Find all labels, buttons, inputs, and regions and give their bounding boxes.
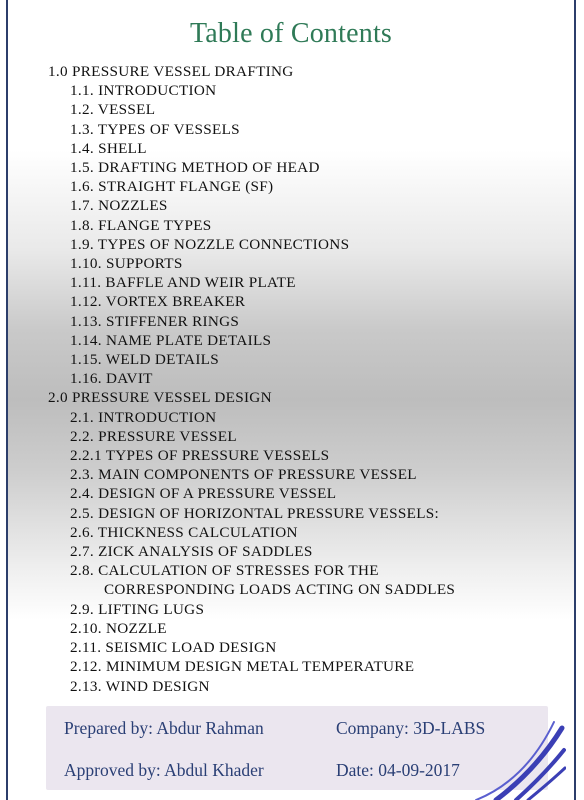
- table-of-contents: [48, 62, 455, 696]
- toc-entry: 1.4. SHELL: [70, 139, 147, 157]
- toc-section-heading: 1.0 PRESSURE VESSEL DRAFTING: [48, 63, 294, 80]
- toc-entry: 1.9. TYPES OF NOZZLE CONNECTIONS: [70, 235, 350, 253]
- toc-entry: 2.9. LIFTING LUGS: [70, 600, 205, 618]
- toc-entry: 2.11. SEISMIC LOAD DESIGN: [70, 639, 277, 657]
- toc-entry: 1.11. BAFFLE AND WEIR PLATE: [70, 274, 296, 292]
- toc-entry: 1.14. NAME PLATE DETAILS: [70, 331, 272, 349]
- toc-entry: 1.16. DAVIT: [70, 370, 153, 388]
- toc-entry: 1.1. INTRODUCTION: [70, 82, 217, 100]
- toc-entry: 2.13. WIND DESIGN: [70, 677, 210, 695]
- toc-entry: 1.10. SUPPORTS: [70, 255, 183, 273]
- page-title: Table of Contents: [189, 18, 393, 49]
- toc-entry: 1.13. STIFFENER RINGS: [70, 312, 240, 330]
- toc-entry: 2.2.1 TYPES OF PRESSURE VESSELS: [70, 447, 330, 465]
- toc-entry: 2.12. MINIMUM DESIGN METAL TEMPERATURE: [70, 658, 415, 676]
- toc-entry: 2.8. CALCULATION OF STRESSES FOR THE: [70, 562, 379, 580]
- date: Date: 04-09-2017: [336, 760, 460, 780]
- toc-entry: 2.5. DESIGN OF HORIZONTAL PRESSURE VESSELS:: [70, 504, 440, 522]
- approved-by: Approved by: Abdul Khader: [64, 760, 264, 780]
- toc-entry: 2.7. ZICK ANALYSIS OF SADDLES: [70, 543, 313, 561]
- toc-entry: 1.15. WELD DETAILS: [70, 351, 220, 369]
- prepared-by: Prepared by: Abdur Rahman: [64, 718, 264, 738]
- toc-entry: CORRESPONDING LOADS ACTING ON SADDLES: [104, 581, 456, 599]
- toc-section-heading: 2.0 PRESSURE VESSEL DESIGN: [48, 389, 272, 407]
- toc-entry: 1.7. NOZZLES: [70, 197, 168, 215]
- toc-entry: 1.6. STRAIGHT FLANGE (SF): [70, 178, 274, 196]
- toc-entry: 2.2. PRESSURE VESSEL: [70, 427, 237, 445]
- toc-entry: 2.6. THICKNESS CALCULATION: [70, 523, 298, 541]
- swoosh-decoration-icon: [466, 720, 566, 800]
- toc-entry: 1.12. VORTEX BREAKER: [70, 293, 246, 311]
- document-page: [6, 0, 576, 800]
- toc-entry: 2.10. NOZZLE: [70, 619, 167, 637]
- toc-entry: 2.4. DESIGN OF A PRESSURE VESSEL: [70, 485, 337, 503]
- toc-entry: 1.2. VESSEL: [70, 101, 156, 119]
- toc-entry: 1.5. DRAFTING METHOD OF HEAD: [70, 159, 320, 177]
- toc-entry: 1.3. TYPES OF VESSELS: [70, 120, 240, 138]
- toc-entry: 1.8. FLANGE TYPES: [70, 216, 212, 234]
- company: Company: 3D-LABS: [336, 718, 486, 738]
- toc-entry: 2.3. MAIN COMPONENTS OF PRESSURE VESSEL: [70, 466, 417, 484]
- toc-entry: 2.1. INTRODUCTION: [70, 408, 217, 426]
